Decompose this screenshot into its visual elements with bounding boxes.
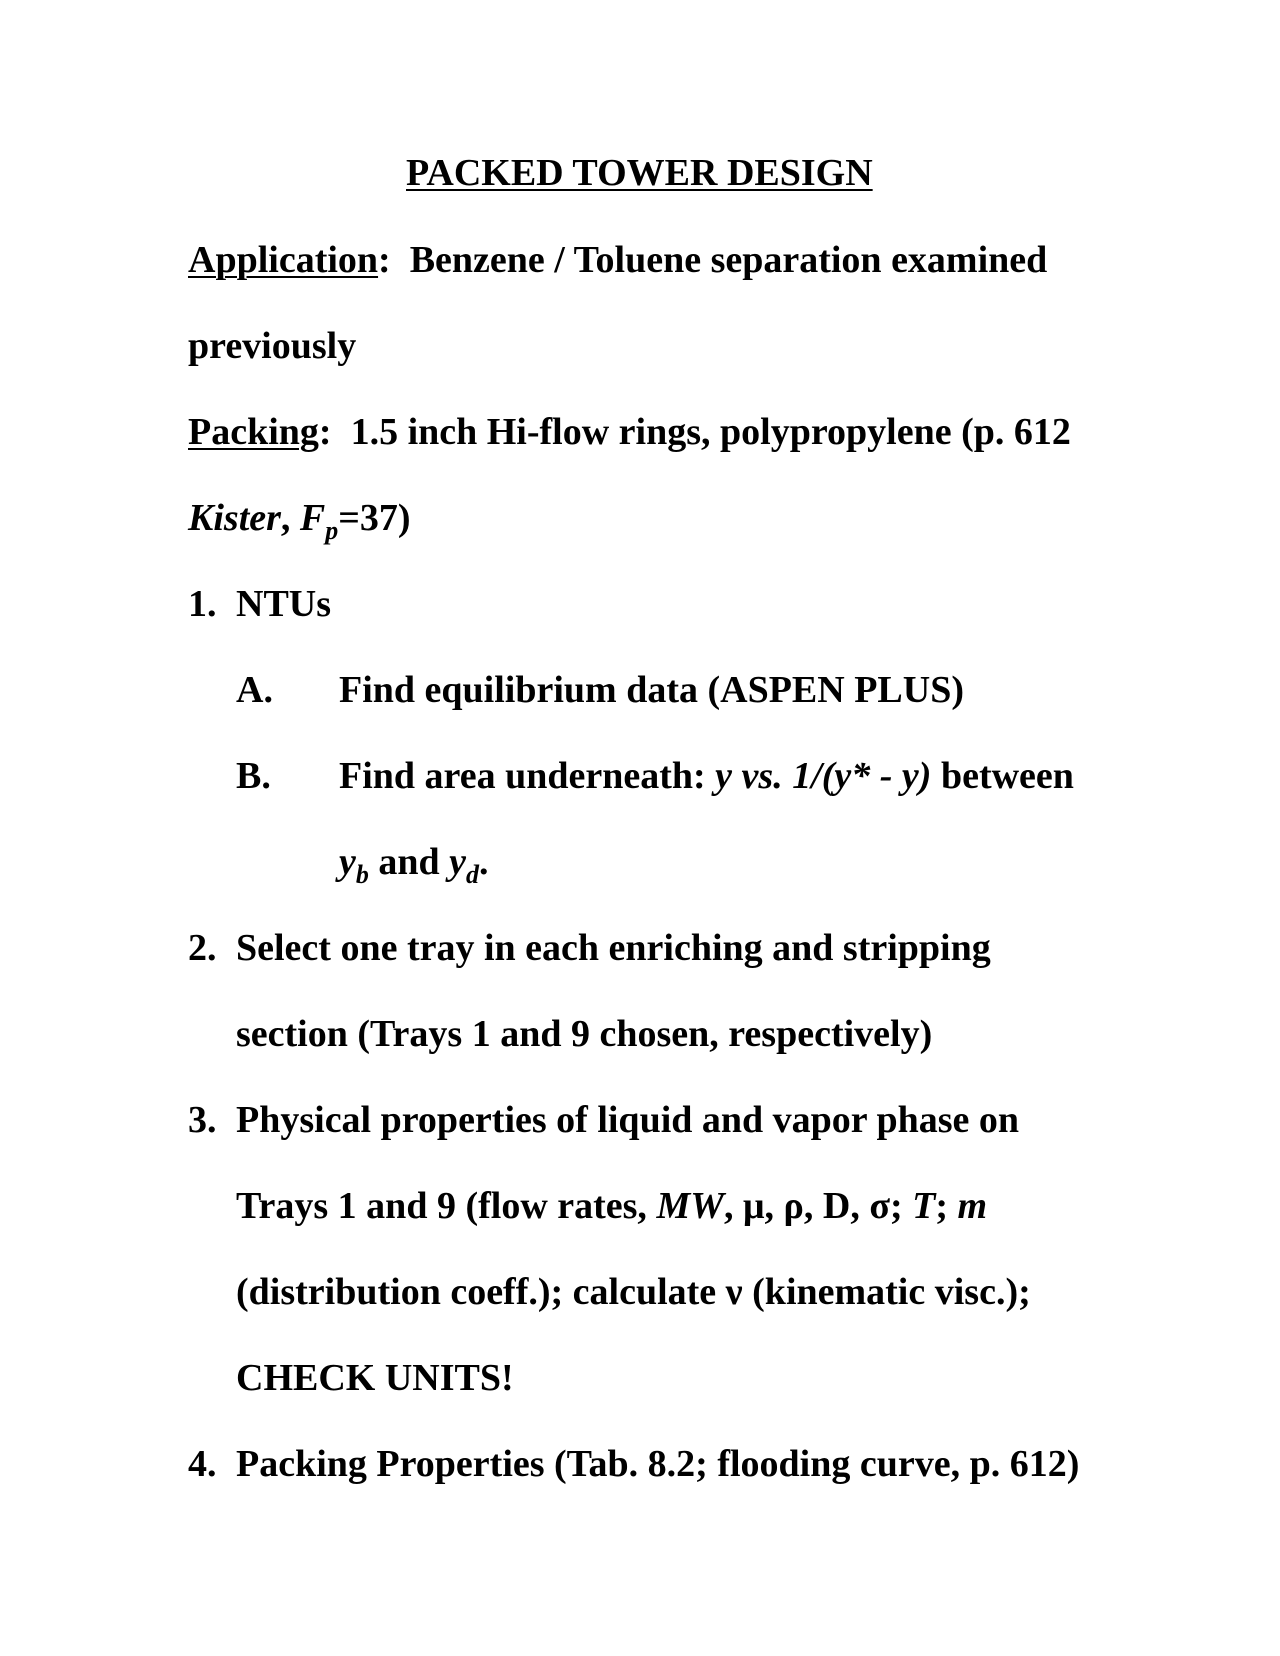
list-item [188, 1101, 1019, 1139]
text-fragment: , μ, ρ, D, σ; [724, 1185, 913, 1227]
application-line-1 [188, 241, 1047, 279]
item-number: 3. [188, 1099, 217, 1141]
sub-item-a [236, 671, 964, 709]
list-item [188, 1445, 1079, 1483]
y-symbol: y [339, 841, 356, 883]
item-continuation: section (Trays 1 and 9 chosen, respectively) [236, 1013, 933, 1055]
sub-item-text: Find equilibrium data (ASPEN PLUS) [339, 669, 964, 711]
item-number: 4. [188, 1443, 217, 1485]
fp-value: =37) [338, 497, 411, 539]
list-item [188, 929, 991, 967]
item-text: Select one tray in each enriching and stripping [236, 927, 991, 969]
packing-sep: , [280, 497, 300, 539]
packing-line-2 [188, 497, 411, 545]
text-fragment: Trays 1 and 9 (flow rates, [236, 1185, 657, 1227]
item-number: 2. [188, 927, 217, 969]
sub-item-text: Find area underneath: [339, 755, 716, 797]
item-continuation: CHECK UNITS! [236, 1357, 514, 1399]
item-text: Packing Properties (Tab. 8.2; flooding curve, p. 612) [236, 1443, 1080, 1485]
item-number: 1. [188, 583, 217, 625]
application-line-2: previously [188, 325, 357, 367]
sub-item-label: B. [236, 755, 271, 797]
list-item [188, 585, 331, 623]
m-symbol: m [957, 1185, 988, 1227]
sub-item-suffix: between [931, 755, 1074, 797]
sub-item-b [236, 757, 1074, 795]
y-subscript-b: b [355, 860, 369, 889]
y-symbol: y [449, 841, 467, 883]
sub-item-b-line-2 [339, 841, 489, 889]
t-symbol: T [912, 1185, 936, 1227]
item-continuation [236, 1187, 987, 1225]
packing-source: Kister [188, 497, 281, 539]
packing-line-1 [188, 413, 1071, 451]
application-colon: : [378, 239, 391, 281]
application-text: Benzene / Toluene separation examined [409, 239, 1048, 281]
sub-item-expression: y vs. 1/(y* - y) [715, 755, 932, 797]
y-subscript-d: d [466, 860, 480, 889]
fp-subscript: p [325, 516, 339, 545]
text-fragment: ; [935, 1185, 958, 1227]
and-text: and [368, 841, 450, 883]
period: . [479, 841, 489, 883]
packing-colon: : [318, 411, 332, 453]
packing-label: Packing [188, 411, 319, 453]
mw-symbol: MW [656, 1185, 725, 1227]
item-continuation: (distribution coeff.); calculate ν (kinematic visc.); [236, 1271, 1031, 1313]
item-text: Physical properties of liquid and vapor phase on [236, 1099, 1020, 1141]
application-label: Application [188, 239, 379, 281]
fp-symbol: F [299, 497, 326, 539]
page-title: PACKED TOWER DESIGN [406, 152, 873, 194]
packing-text: 1.5 inch Hi-flow rings, polypropylene (p. 612 [350, 411, 1071, 453]
item-text: NTUs [236, 583, 332, 625]
sub-item-label: A. [236, 669, 273, 711]
